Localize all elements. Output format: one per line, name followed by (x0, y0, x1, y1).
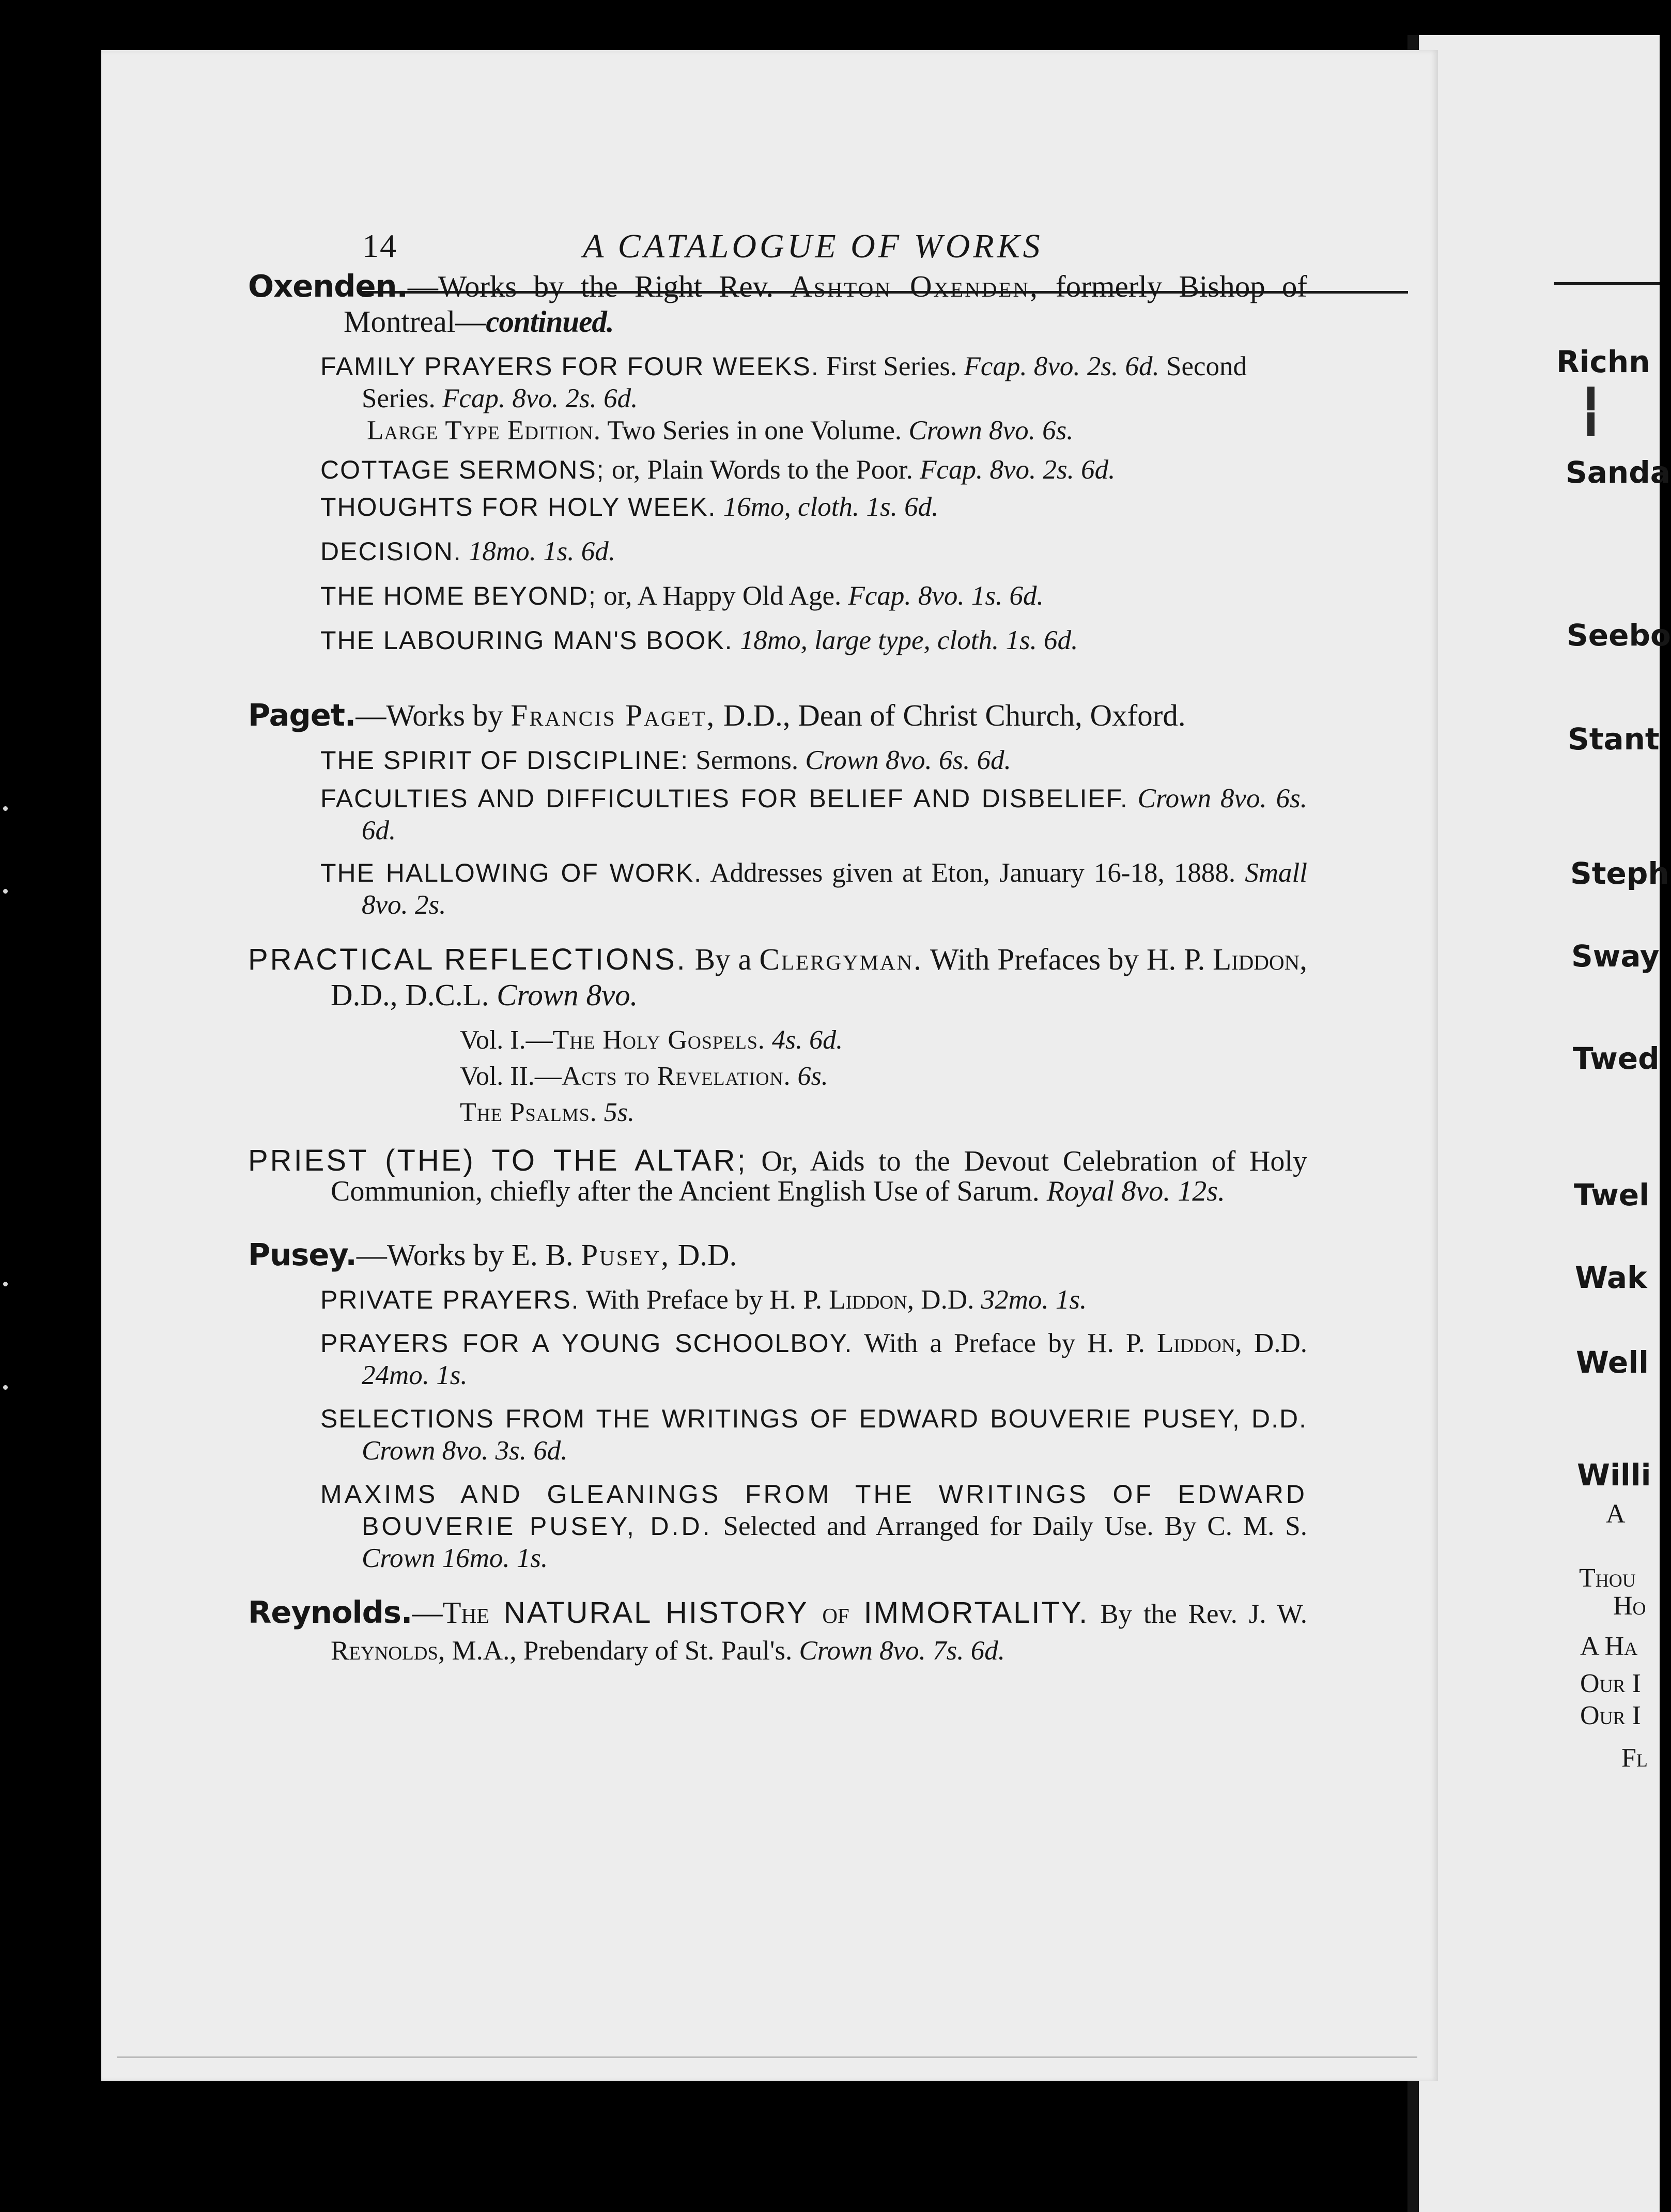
item-price: 6s. 6d. (362, 784, 1308, 846)
item-price: 1s. 6d. (859, 492, 939, 522)
item-format: Small 8vo. (362, 858, 1308, 920)
list-item (248, 1025, 1307, 1056)
item-title: The Holy Gospels. (552, 1025, 765, 1055)
author-name: Pusey. (248, 1237, 357, 1272)
facing-entry-name: Stant (1568, 721, 1660, 757)
item-title: COTTAGE SERMONS; (320, 455, 605, 484)
author: Francis Paget, (510, 698, 716, 732)
bottom-rule (117, 2056, 1417, 2058)
item-text: D.D. (914, 1285, 981, 1315)
item-price: 6s. 6d. (932, 745, 1011, 775)
item-title: THE HOME BEYOND; (320, 581, 597, 610)
entry-intro: With Prefaces by (922, 942, 1147, 976)
item-format: Fcap. 8vo. (848, 581, 965, 611)
facing-entry-name: Seebo (1567, 618, 1671, 653)
item-price: 7s. 6d. (925, 1636, 1005, 1666)
author: Liddon, (829, 1285, 915, 1315)
entry-intro: M.A., Prebendary of St. Paul's. (445, 1636, 799, 1666)
facing-fragment: A (1606, 1499, 1626, 1529)
list-item (289, 744, 1307, 776)
item-price: 1s. (429, 1360, 468, 1390)
item-title: Large Type Edition. (367, 416, 601, 446)
item-format: Crown 8vo. (1137, 784, 1267, 813)
list-item (248, 1061, 1307, 1092)
item-price: 4s. 6d. (765, 1025, 843, 1055)
item-text: Sermons. (689, 745, 806, 775)
list-item (289, 580, 1307, 612)
vol-label: Vol. II.— (460, 1062, 562, 1091)
entry-practical-reflections (248, 942, 1307, 1128)
author: Clergyman. (759, 942, 923, 976)
vol-label: Vol. I.— (460, 1025, 553, 1055)
item-title: SELECTIONS FROM THE WRITINGS OF EDWARD BOUVERIE PUSEY, D.D. (320, 1404, 1307, 1433)
author-name: Reynolds. (248, 1594, 412, 1630)
author-name: Oxenden. (248, 268, 408, 304)
item-text: Selected and Arranged for Daily Use. By C. M. S. (712, 1511, 1307, 1541)
facing-entry-name: Sway (1571, 939, 1660, 974)
facing-entry-name: Well (1576, 1345, 1649, 1380)
item-format: Crown 8vo. (497, 978, 638, 1012)
list-item (289, 857, 1307, 921)
facing-entry-name: Richn (1556, 344, 1650, 379)
facing-fragment: Ho (1613, 1591, 1646, 1621)
item-price: 6s. (1035, 416, 1074, 446)
item-text: Addresses given at Eton, January 16-18, 1888. (702, 858, 1245, 888)
facing-fragment: A Ha (1580, 1632, 1638, 1661)
item-text: Two Series in one Volume. (600, 416, 909, 446)
page-number: 14 (362, 227, 397, 264)
item-title: The (442, 1595, 490, 1630)
item-title: PRACTICAL REFLECTIONS. (248, 943, 687, 976)
entry-intro: By a (687, 942, 760, 976)
author-name: Paget. (248, 697, 356, 733)
item-format: Fcap. 8vo. (442, 383, 559, 413)
item-text: With Preface by H. P. (579, 1285, 829, 1315)
list-item (248, 414, 1307, 447)
item-format: 24mo. (362, 1360, 430, 1390)
entry-pusey (248, 1237, 1307, 1574)
entry-intro: D.D., Dean of Christ Church, Oxford. (716, 698, 1186, 732)
facing-fragment-mark (1587, 387, 1595, 410)
list-item (289, 1284, 1307, 1316)
scan-speck (3, 1282, 8, 1286)
item-price: 5s. (597, 1098, 635, 1127)
item-text: D.D. (1242, 1328, 1307, 1358)
catalogue-content (248, 269, 1307, 1668)
entry-intro: —Works by the Right Rev. (407, 269, 791, 303)
item-title: IMMORTALITY. (849, 1596, 1089, 1630)
entry-priest-to-the-altar (248, 1146, 1307, 1206)
facing-fragment: Our I (1580, 1669, 1641, 1698)
entry-heading (248, 1595, 1307, 1668)
entry-intro: formerly Bishop of Montreal— (344, 269, 1307, 339)
scan-speck (3, 1385, 8, 1390)
facing-entry-name: Wak (1575, 1260, 1647, 1295)
item-price: 2s. 6d. (1080, 351, 1159, 381)
facing-head-rule (1554, 282, 1660, 285)
entry-heading (248, 942, 1307, 1012)
item-title: THE LABOURING MAN'S BOOK. (320, 626, 733, 655)
item-text: or, A Happy Old Age. (596, 581, 848, 611)
item-title: DECISION. (320, 537, 462, 566)
item-title: of (822, 1595, 849, 1630)
facing-fragment: Thou (1579, 1563, 1636, 1593)
item-format: 32mo. (981, 1285, 1049, 1315)
list-item (248, 1097, 1307, 1128)
item-format: Fcap. 8vo. (964, 351, 1080, 381)
entry-intro: — (412, 1595, 443, 1630)
item-title: PRIEST (THE) TO THE ALTAR; (248, 1144, 748, 1177)
entry-intro: By the Rev. J. W. (1089, 1599, 1307, 1629)
item-price: 12s. (1170, 1175, 1226, 1207)
item-title: THE HALLOWING OF WORK. (320, 858, 703, 887)
scan-speck (3, 889, 8, 894)
entry-heading (248, 269, 1307, 339)
item-price: 1s. 6d. (964, 581, 1044, 611)
item-title: MAXIMS AND GLEANINGS FROM THE WRITINGS OF EDWARD BOUVERIE PUSEY, D.D. (320, 1480, 1307, 1541)
item-format: 18mo. (468, 536, 536, 566)
facing-entry-name: Twel (1574, 1177, 1649, 1212)
item-price: 1s. 6d. (536, 536, 616, 566)
item-title: FACULTIES AND DIFFICULTIES FOR BELIEF AND DISBELIEF. (320, 784, 1128, 813)
item-price: 1s. (1048, 1285, 1087, 1315)
facing-entry-name: Sanda (1566, 455, 1670, 490)
item-title: NATURAL HISTORY (489, 1596, 823, 1630)
facing-fragment: Our I (1580, 1701, 1641, 1730)
facing-fragment-mark (1587, 412, 1595, 436)
list-item (289, 454, 1307, 486)
facing-page (1407, 35, 1671, 2212)
item-format: 18mo, large type, cloth. (739, 625, 999, 655)
entry-intro: Or, Aids to the Devout Celebration of Holy Communion, chiefly after the Ancient English Use of Sarum. (331, 1145, 1307, 1207)
entry-intro: D.D. (670, 1238, 737, 1272)
item-text: or, Plain Words to the Poor. (605, 455, 920, 485)
item-format: Crown 8vo. (799, 1636, 926, 1666)
item-price: 2s. 6d. (559, 383, 638, 413)
item-price: 2s. (408, 890, 446, 920)
item-text: With a Preface by H. P. (853, 1328, 1157, 1358)
item-title: FAMILY PRAYERS FOR FOUR WEEKS. (320, 352, 819, 381)
facing-entry-name: Steph (1570, 856, 1669, 891)
item-price: 1s. 6d. (999, 625, 1078, 655)
list-item (289, 535, 1307, 567)
entry-intro: —Works by E. B. (356, 1238, 581, 1272)
item-title: The Psalms. (460, 1098, 597, 1127)
list-item (289, 1403, 1307, 1467)
running-title: A CATALOGUE OF WORKS (583, 227, 1043, 265)
item-title: PRIVATE PRAYERS. (320, 1285, 580, 1314)
item-format: Fcap. 8vo. (920, 455, 1036, 485)
author: H. P. Liddon, (1146, 942, 1307, 976)
item-format: Crown 8vo. (805, 745, 932, 775)
list-item (289, 491, 1307, 523)
facing-entry-name: Willi (1577, 1457, 1651, 1493)
list-item (289, 350, 1307, 414)
item-price: 3s. 6d. (488, 1436, 568, 1466)
entry-reynolds (248, 1595, 1307, 1668)
entry-heading (248, 1146, 1307, 1206)
item-price: 2s. 6d. (1036, 455, 1116, 485)
item-price: 6s. (791, 1062, 828, 1091)
item-format: Crown 8vo. (362, 1436, 489, 1466)
item-title: PRAYERS FOR A YOUNG SCHOOLBOY. (320, 1329, 853, 1358)
facing-entry-name: Twed (1573, 1041, 1660, 1076)
author: Pusey, (581, 1238, 670, 1272)
author: Reynolds, (331, 1636, 445, 1666)
item-title: THOUGHTS FOR HOLY WEEK. (320, 493, 717, 521)
item-format: Crown 8vo. (908, 416, 1035, 446)
author: Ashton Oxenden, (790, 269, 1039, 303)
list-item (289, 1478, 1307, 1574)
item-text: First Series. (819, 351, 964, 381)
continued-label: continued. (486, 304, 614, 339)
item-text: Second Series. (362, 351, 1247, 413)
item-price: 1s. (509, 1543, 548, 1573)
entry-intro: D.D., D.C.L. (331, 978, 497, 1012)
entry-heading (248, 1237, 1307, 1272)
entry-oxenden (248, 269, 1307, 656)
entry-heading (248, 698, 1307, 733)
item-title: Acts to Revelation. (561, 1062, 791, 1091)
entry-intro: —Works by (355, 698, 511, 732)
item-title: THE SPIRIT OF DISCIPLINE: (320, 746, 689, 775)
author: Liddon, (1156, 1328, 1242, 1358)
facing-fragment: Fl (1621, 1743, 1648, 1773)
entry-paget (248, 698, 1307, 921)
list-item (289, 1327, 1307, 1391)
list-item (289, 624, 1307, 656)
list-item (289, 782, 1307, 847)
scan-top-border (0, 0, 1648, 49)
scan-speck (3, 806, 8, 811)
item-format: 16mo, cloth. (723, 492, 860, 522)
item-format: Royal 8vo. (1046, 1175, 1171, 1207)
item-format: Crown 16mo. (362, 1543, 510, 1573)
